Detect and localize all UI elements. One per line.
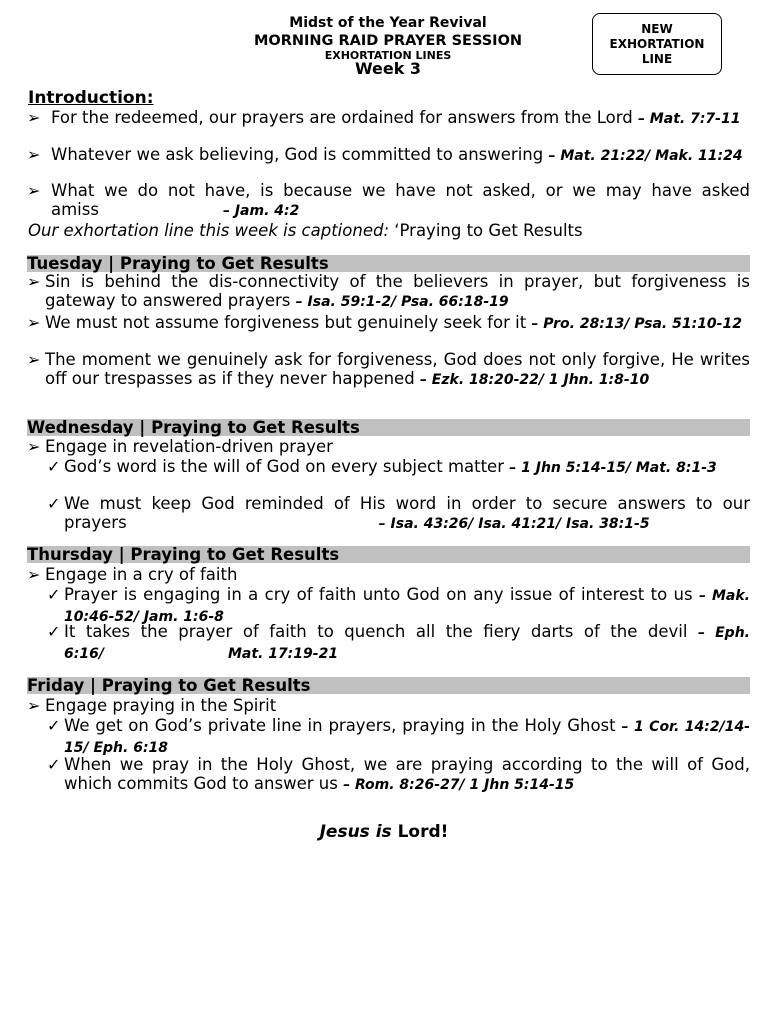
- arrow-bullet-icon: ➢: [27, 437, 41, 456]
- check-icon: ✓: [47, 494, 61, 513]
- arrow-bullet-icon: ➢: [27, 272, 41, 291]
- check-icon: ✓: [47, 585, 61, 604]
- arrow-bullet-icon: ➢: [27, 350, 41, 369]
- thursday-item-2: ✓ It takes the prayer of faith to quench all the fiery darts of the devil – Eph. 6:16/ Mat. 17:19-21: [47, 622, 750, 662]
- title-line-1: Midst of the Year Revival: [289, 15, 487, 31]
- arrow-bullet-icon: ➢: [27, 181, 41, 200]
- tuesday-item-1: ➢ Sin is behind the dis-connectivity of the believers in prayer, but forgiveness is gateway to answered prayers – Isa. 59:1-2/ Psa. 66:18-19: [27, 272, 750, 310]
- title-line-2: MORNING RAID PRAYER SESSION: [253, 33, 523, 49]
- caption: Our exhortation line this week is captioned: ‘Praying to Get Results: [28, 221, 583, 240]
- intro-item-3: ➢ What we do not have, is because we have not asked, or we may have asked amiss – Jam. 4:2: [27, 181, 750, 219]
- arrow-bullet-icon: ➢: [27, 313, 41, 332]
- tuesday-item-2: ➢ We must not assume forgiveness but genuinely seek for it – Pro. 28:13/ Psa. 51:10-12: [27, 313, 742, 332]
- friday-item-1: ✓ We get on God’s private line in prayers, praying in the Holy Ghost – 1 Cor. 14:2/14-15/ Eph. 6:18: [47, 716, 750, 756]
- check-icon: ✓: [47, 622, 61, 641]
- intro-item-1: ➢ For the redeemed, our prayers are ordained for answers from the Lord – Mat. 7:7-11: [27, 108, 741, 127]
- closing-line: Jesus is Lord!: [319, 822, 449, 842]
- badge-line-3: LINE: [641, 51, 673, 66]
- check-icon: ✓: [47, 755, 61, 774]
- thursday-item-1: ✓ Prayer is engaging in a cry of faith unto God on any issue of interest to us – Mak. 10:46-52/ Jam. 1:6-8: [47, 585, 750, 625]
- friday-item-2: ✓ When we pray in the Holy Ghost, we are praying according to the will of God, which commits God to answer us – Rom. 8:26-27/ 1 Jhn 5:14-15: [47, 755, 750, 793]
- friday-point: ➢ Engage praying in the Spirit: [27, 696, 277, 715]
- arrow-bullet-icon: ➢: [27, 696, 41, 715]
- badge-line-2: EXHORTATION: [609, 36, 705, 51]
- new-exhortation-badge: [592, 13, 722, 75]
- check-icon: ✓: [47, 457, 61, 476]
- intro-item-2: ➢ Whatever we ask believing, God is committed to answering – Mat. 21:22/ Mak. 11:24: [27, 145, 743, 164]
- thursday-point: ➢ Engage in a cry of faith: [27, 565, 238, 584]
- wednesday-point: ➢ Engage in revelation-driven prayer: [27, 437, 333, 456]
- check-icon: ✓: [47, 716, 61, 735]
- intro-heading: Introduction:: [28, 88, 154, 108]
- tuesday-heading: Tuesday | Praying to Get Results: [27, 255, 750, 272]
- friday-heading: Friday | Praying to Get Results: [27, 677, 750, 694]
- wednesday-item-1: ✓ God’s word is the will of God on every subject matter – 1 Jhn 5:14-15/ Mat. 8:1-3: [47, 457, 717, 476]
- thursday-heading: Thursday | Praying to Get Results: [27, 546, 750, 563]
- badge-line-1: NEW: [641, 21, 673, 36]
- wednesday-heading: Wednesday | Praying to Get Results: [27, 419, 750, 436]
- arrow-bullet-icon: ➢: [27, 565, 41, 584]
- arrow-bullet-icon: ➢: [27, 108, 41, 127]
- title-week: Week 3: [354, 59, 422, 78]
- title-line-3: EXHORTATION LINES: [324, 49, 452, 62]
- arrow-bullet-icon: ➢: [27, 145, 41, 164]
- tuesday-item-3: ➢ The moment we genuinely ask for forgiveness, God does not only forgive, He writes off our trespasses as if they never happened – Ezk. 18:20-22/ 1 Jhn. 1:8-10: [27, 350, 750, 388]
- wednesday-item-2: ✓ We must keep God reminded of His word in order to secure answers to our prayers – Isa. 43:26/ Isa. 41:21/ Isa. 38:1-5: [47, 494, 750, 532]
